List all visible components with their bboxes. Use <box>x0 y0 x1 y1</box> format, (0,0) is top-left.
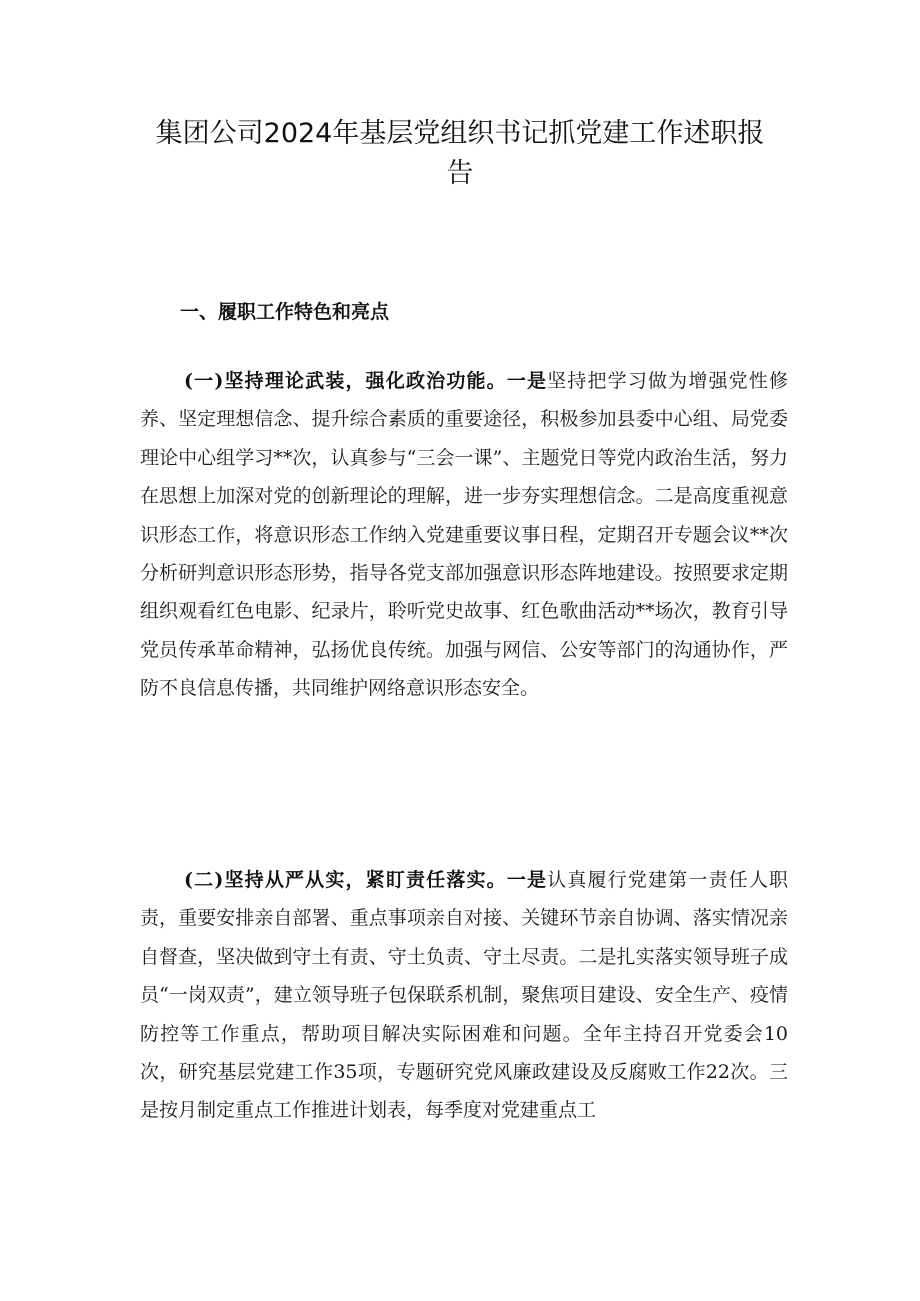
paragraph-2 <box>140 861 788 1130</box>
section-heading: 一、履职工作特色和亮点 <box>180 301 390 323</box>
paragraph-1 <box>140 362 788 708</box>
paragraph-1-body: 坚持把学习做为增强党性修养、坚定理想信念、提升综合素质的重要途径，积极参加县委中心组、局党委理论中心组学习**次，认真参与“三会一课”、主题党日等党内政治生活，努力在思想上加深对党的创新理论的理解，进一步夯实理想信念。二是高度重视意识形态工作，将意识形态工作纳入党建重要议事日程，定期召开专题会议**次分析研判意识形态形势，指导各党支部加强意识形态阵地建设。按照要求定期组织观看红色电影、纪录片，聆听党史故事、红色歌曲活动**场次，教育引导党员传承革命精神，弘扬优良传统。加强与网信、公安等部门的沟通协作，严防不良信息传播，共同维护网络意识形态安全。 <box>140 370 788 700</box>
document-title: 集团公司2024年基层党组织书记抓党建工作述职报告 <box>155 118 765 189</box>
paragraph-2-lead: (二)坚持从严从实，紧盯责任落实。一是 <box>184 869 548 891</box>
paragraph-2-body: 认真履行党建第一责任人职责，重要安排亲自部署、重点事项亲自对接、关键环节亲自协调、落实情况亲自督查，坚决做到守土有责、守土负责、守土尽责。二是扎实落实领导班子成员“一岗双责”，建立领导班子包保联系机制，聚焦项目建设、安全生产、疫情防控等工作重点，帮助项目解决实际困难和问题。全年主持召开党委会10次，研究基层党建工作35项，专题研究党风廉政建设及反腐败工作22次。三是按月制定重点工作推进计划表，每季度对党建重点工 <box>140 869 788 1122</box>
paragraph-1-lead: (一)坚持理论武装，强化政治功能。一是 <box>184 370 548 392</box>
